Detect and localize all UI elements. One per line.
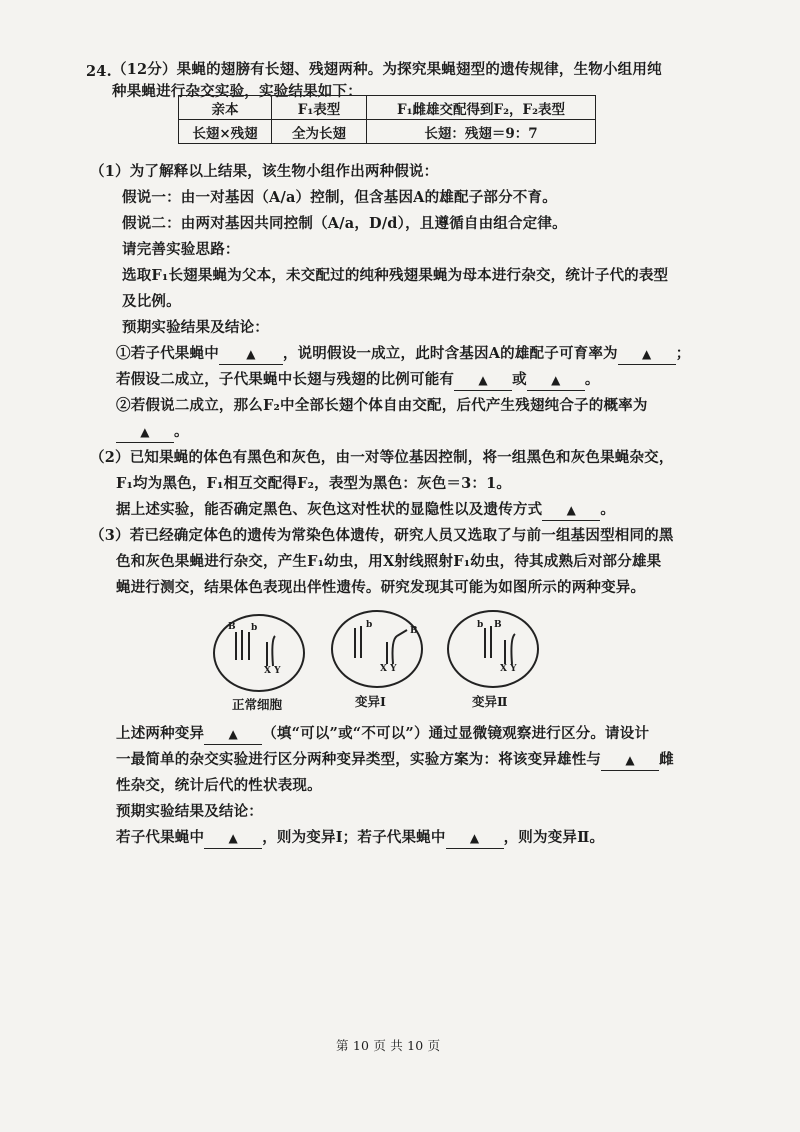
- sex-chromosome-label: X Y: [500, 664, 517, 674]
- results-table: [178, 95, 596, 144]
- answer-blank[interactable]: ▲: [219, 344, 283, 365]
- answer-blank[interactable]: ▲: [454, 370, 512, 391]
- part1-ask: 请完善实验思路：: [122, 241, 240, 258]
- part2-line1: （2）已知果蝇的体色有黑色和灰色，由一对等位基因控制，将一组黑色和灰色果蝇杂交，: [90, 449, 674, 466]
- chromosomes: [331, 610, 423, 688]
- sex-chromosome-label: X Y: [264, 666, 281, 676]
- table-header: F₁雌雄交配得到F₂，F₂表型: [367, 96, 596, 120]
- part3-line1: （3）若已经确定体色的遗传为常染色体遗传，研究人员又选取了与前一组基因型相同的黑: [90, 527, 674, 544]
- table-cell: 长翅×残翅: [179, 120, 272, 144]
- hypothesis-1: 假说一：由一对基因（A/a）控制，但含基因A的雄配子部分不育。: [122, 189, 557, 206]
- part2-line3: 据上述实验，能否确定黑色、灰色这对性状的显隐性以及遗传方式 ▲ 。: [116, 500, 615, 521]
- conclusion-2: 若假设二成立，子代果蝇中长翅与残翅的比例可能有 ▲ 或 ▲ 。: [116, 370, 600, 391]
- page-footer: 第 10 页 共 10 页: [336, 1038, 441, 1053]
- table-header: 亲本: [179, 96, 272, 120]
- part3-line3: 蝇进行测交，结果体色表现出伴性遗传。研究发现其可能为如图所示的两种变异。: [116, 579, 646, 596]
- chromosomes: [447, 610, 539, 688]
- part1-expect: 预期实验结果及结论：: [122, 319, 269, 336]
- conclusion-1: ①若子代果蝇中 ▲ ，说明假设一成立，此时含基因A的雄配子可育率为 ▲ ；: [116, 344, 690, 365]
- method-line2: 及比例。: [122, 293, 181, 310]
- question-intro-line2: 种果蝇进行杂交实验，实验结果如下：: [112, 83, 362, 100]
- gene-label: b: [366, 620, 373, 630]
- cell-label: 变异Ⅰ: [355, 694, 386, 709]
- gene-label: B: [228, 622, 236, 632]
- answer-blank[interactable]: ▲: [204, 828, 262, 849]
- hypothesis-2: 假说二：由两对基因共同控制（A/a，D/d），且遵循自由组合定律。: [122, 215, 567, 232]
- answer-blank[interactable]: ▲: [542, 500, 600, 521]
- part3-result: 若子代果蝇中 ▲ ，则为变异Ⅰ；若子代果蝇中 ▲ ，则为变异Ⅱ。: [116, 828, 604, 849]
- conclusion-4: ▲ 。: [116, 422, 189, 443]
- cell-label: 正常细胞: [232, 697, 283, 712]
- answer-blank[interactable]: ▲: [527, 370, 585, 391]
- answer-blank[interactable]: ▲: [618, 344, 676, 365]
- part3-line2: 色和灰色果蝇进行杂交，产生F₁幼虫，用X射线照射F₁幼虫，待其成熟后对部分雄果: [116, 553, 662, 570]
- question-number: 24.: [86, 63, 112, 80]
- table-header: F₁表型: [272, 96, 367, 120]
- conclusion-3: ②若假说二成立，那么F₂中全部长翅个体自由交配，后代产生残翅纯合子的概率为: [116, 397, 648, 414]
- gene-label: b: [477, 620, 484, 630]
- part2-line2: F₁均为黑色，F₁相互交配得F₂，表型为黑色：灰色＝3：1。: [116, 475, 512, 492]
- answer-blank[interactable]: ▲: [204, 724, 262, 745]
- answer-blank[interactable]: ▲: [116, 422, 174, 443]
- chromosomes: [213, 614, 305, 692]
- table-cell: 全为长翅: [272, 120, 367, 144]
- part3-question2: 一最简单的杂交实验进行区分两种变异类型，实验方案为：将该变异雄性与 ▲ 雌: [116, 750, 674, 771]
- answer-blank[interactable]: ▲: [601, 750, 659, 771]
- gene-label: b: [251, 623, 258, 633]
- gene-label: B: [494, 620, 502, 630]
- part3-question3: 性杂交，统计后代的性状表现。: [116, 777, 322, 794]
- part1-intro: （1）为了解释以上结果，该生物小组作出两种假说：: [90, 163, 439, 180]
- question-intro-line1: （12分）果蝇的翅膀有长翅、残翅两种。为探究果蝇翅型的遗传规律，生物小组用纯: [112, 61, 662, 78]
- answer-blank[interactable]: ▲: [446, 828, 504, 849]
- cell-label: 变异Ⅱ: [472, 694, 508, 709]
- gene-label: B: [410, 626, 418, 636]
- part3-expect: 预期实验结果及结论：: [116, 803, 263, 820]
- method-line1: 选取F₁长翅果蝇为父本，未交配过的纯种残翅果蝇为母本进行杂交，统计子代的表型: [122, 267, 669, 284]
- part3-question1: 上述两种变异 ▲ （填“可以”或“不可以”）通过显微镜观察进行区分。请设计: [116, 724, 649, 745]
- sex-chromosome-label: X Y: [380, 664, 397, 674]
- table-cell: 长翅：残翅＝9：7: [367, 120, 596, 144]
